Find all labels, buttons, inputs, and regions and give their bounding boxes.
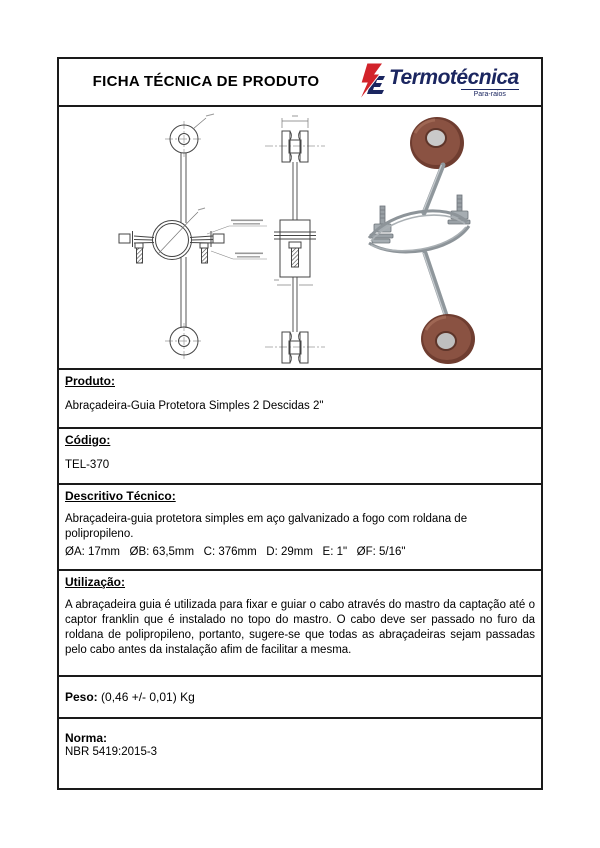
utilizacao-text: A abraçadeira guia é utilizada para fixar e guiar o cabo através do mastro da captação até o captor franklin que é instalado no topo do mastro. O cabo deve ser passado no furo da roldana de polipropileno, portanto, sugere-se que todas as abraçadeiras sejam passadas pelo cabo antes da instalação afim de facilitar a mesma.: [65, 599, 535, 656]
brand-name: Termotécnica: [389, 65, 519, 89]
descritivo-text: Abraçadeira-guia protetora simples em aço galvanizado a fogo com roldana de polipropileno.: [65, 513, 468, 540]
peso-value: (0,46 +/- 0,01) Kg: [97, 690, 195, 704]
pulley-bottom-front: [165, 323, 203, 359]
clamp-front: [119, 208, 267, 263]
section-codigo: [59, 429, 541, 485]
peso-line: [65, 690, 195, 704]
front-view-drawing: [119, 114, 267, 359]
norma-label: Norma:: [65, 731, 108, 745]
descritivo-label: Descritivo Técnico:: [65, 489, 176, 503]
utilizacao-label: Utilização:: [65, 575, 126, 589]
pulley-top-front: [165, 114, 214, 157]
document-header: [59, 59, 541, 107]
product-drawings: [59, 107, 541, 370]
section-peso: [59, 677, 541, 719]
produto-label: Produto:: [65, 374, 115, 388]
side-view-drawing: [265, 116, 325, 363]
page-title: FICHA TÉCNICA DE PRODUTO: [92, 73, 320, 90]
clamp-side: [274, 220, 316, 277]
brand-logo: [353, 62, 541, 102]
codigo-label: Código:: [65, 433, 111, 447]
section-produto: [59, 370, 541, 429]
produto-value: Abraçadeira-Guia Protetora Simples 2 Descidas 2": [65, 400, 324, 412]
descritivo-dimensions: ØA: 17mm ØB: 63,5mm C: 376mm D: 29mm E: 1" ØF: 5/16": [65, 546, 406, 558]
brand-tagline: Para-raios: [461, 89, 519, 98]
section-norma: [59, 719, 541, 788]
norma-value: NBR 5419:2015-3: [65, 746, 158, 758]
product-photo-3d: [369, 117, 475, 364]
drawings-svg: [59, 107, 541, 368]
section-utilizacao: [59, 571, 541, 677]
lightning-bolt-icon: [353, 62, 387, 102]
section-descritivo: [59, 485, 541, 571]
title-area: [59, 73, 353, 91]
roldana-bottom: [421, 314, 475, 364]
callout-annotations: [207, 220, 267, 260]
pulley-top-side: [265, 131, 325, 162]
document-frame: [57, 57, 543, 790]
clamp-3d: [369, 195, 470, 252]
pulley-bottom-side: [265, 332, 325, 363]
codigo-value: TEL-370: [65, 459, 110, 471]
roldana-top: [410, 117, 464, 169]
logo-text: [389, 67, 519, 98]
peso-label: Peso:: [65, 690, 98, 704]
